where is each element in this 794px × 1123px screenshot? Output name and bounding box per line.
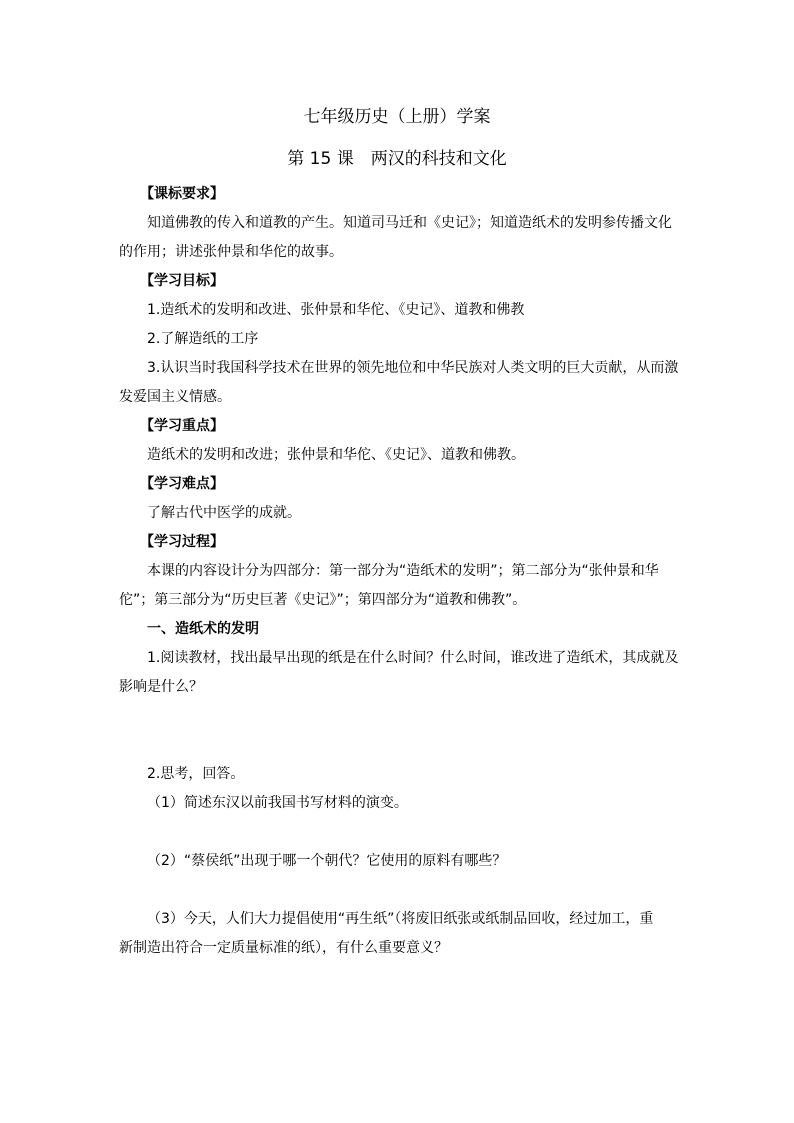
heading-difficulties: 【学习难点】 — [140, 476, 224, 492]
heading-learning-process: 【学习过程】 — [140, 534, 224, 550]
heading-key-points: 【学习重点】 — [140, 418, 224, 434]
objective-item-3-line1: 3.认识当时我国科学技术在世界的领先地位和中华民族对人类文明的巨大贡献，从而激 — [147, 360, 679, 376]
question-2-sub-3-line2: 新制造出符合一定质量标准的纸），有什么重要意义？ — [119, 940, 448, 956]
curriculum-text-line1: 知道佛教的传入和道教的产生。知道司马迁和《史记》；知道造纸术的发明参传播文化 — [147, 215, 672, 231]
heading-learning-objectives: 【学习目标】 — [140, 273, 224, 289]
key-points-text: 造纸术的发明和改进；张仲景和华佗、《史记》、道教和佛教。 — [147, 447, 525, 463]
lesson-title: 第 15 课 两汉的科技和文化 — [287, 149, 507, 169]
curriculum-text-line2: 的作用；讲述张仲景和华佗的故事。 — [119, 244, 343, 260]
heading-curriculum-requirements: 【课标要求】 — [140, 186, 224, 202]
question-2: 2.思考，回答。 — [147, 766, 245, 782]
objective-item-2: 2.了解造纸的工序 — [147, 331, 259, 347]
question-1-line2: 影响是什么？ — [119, 679, 203, 695]
objective-item-3-line2: 发爱国主义情感。 — [119, 389, 231, 405]
difficulties-text: 了解古代中医学的成就。 — [147, 505, 301, 521]
question-2-sub-2: （2）“蔡侯纸”出现于哪一个朝代？它使用的原料有哪些？ — [147, 853, 507, 869]
question-1-line1: 1.阅读教材，找出最早出现的纸是在什么时间？什么时间，谁改进了造纸术，其成就及 — [147, 650, 679, 666]
question-2-sub-3-line1: （3）今天，人们大力提倡使用“再生纸”（将废旧纸张或纸制品回收，经过加工，重 — [147, 911, 654, 927]
document-title: 七年级历史（上册）学案 — [303, 107, 491, 127]
heading-papermaking: 一、造纸术的发明 — [147, 621, 259, 637]
question-2-sub-1: （1）简述东汉以前我国书写材料的演变。 — [147, 795, 408, 811]
process-text-line1: 本课的内容设计分为四部分：第一部分为“造纸术的发明”；第二部分为“张仲景和华 — [147, 563, 659, 579]
process-text-line2: 佗”；第三部分为“历史巨著《史记》”；第四部分为“道教和佛教”。 — [119, 592, 527, 608]
objective-item-1: 1.造纸术的发明和改进、张仲景和华佗、《史记》、道教和佛教 — [147, 302, 525, 318]
